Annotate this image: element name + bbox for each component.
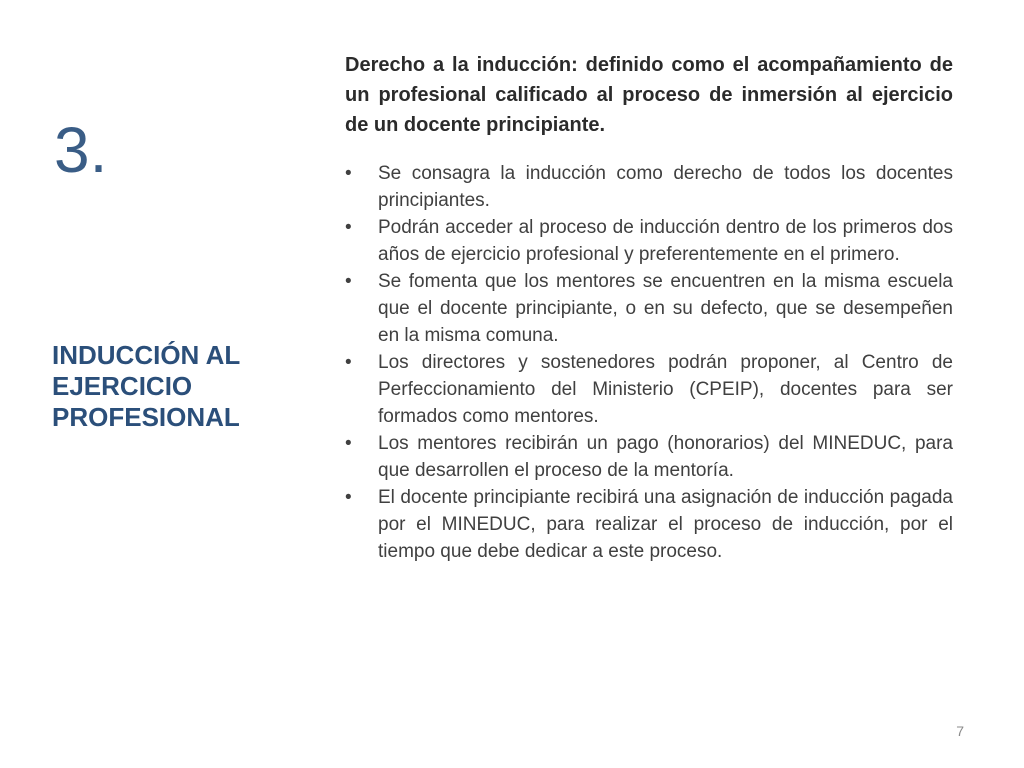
slide-content: [345, 50, 953, 565]
list-item-text: Se consagra la inducción como derecho de todos los docentes principiantes.: [378, 163, 953, 211]
intro-paragraph: Derecho a la inducción: definido como el acompañamiento de un profesional calificado al proceso de inmersión al ejercicio de un docente principiante.: [345, 54, 953, 136]
page-number: 7: [956, 723, 964, 739]
list-item: [345, 349, 953, 430]
list-item-text: Se fomenta que los mentores se encuentren en la misma escuela que el docente principiante, o en su defecto, que se desempeñen en la misma comuna.: [378, 271, 953, 346]
list-item-text: Los directores y sostenedores podrán proponer, al Centro de Perfeccionamiento del Ministerio (CPEIP), docentes para ser formados como mentores.: [378, 352, 953, 427]
list-item-text: Los mentores recibirán un pago (honorarios) del MINEDUC, para que desarrollen el proceso de la mentoría.: [378, 433, 953, 481]
list-item-text: El docente principiante recibirá una asignación de inducción pagada por el MINEDUC, para realizar el proceso de inducción, por el tiempo que debe dedicar a este proceso.: [378, 487, 953, 562]
bullet-marker: •: [345, 271, 352, 292]
bullet-marker: •: [345, 487, 352, 508]
list-item: [345, 268, 953, 349]
section-title: INDUCCIÓN AL EJERCICIO PROFESIONAL: [52, 340, 240, 433]
list-item: [345, 160, 953, 214]
list-item: [345, 430, 953, 484]
list-item-text: Podrán acceder al proceso de inducción dentro de los primeros dos años de ejercicio profesional y preferentemente en el primero.: [378, 217, 953, 265]
list-item: [345, 214, 953, 268]
bullet-list: [345, 160, 953, 565]
bullet-marker: •: [345, 352, 352, 373]
bullet-marker: •: [345, 217, 352, 238]
list-item: [345, 484, 953, 565]
bullet-marker: •: [345, 433, 352, 454]
section-number: 3.: [54, 114, 108, 186]
bullet-marker: •: [345, 163, 352, 184]
